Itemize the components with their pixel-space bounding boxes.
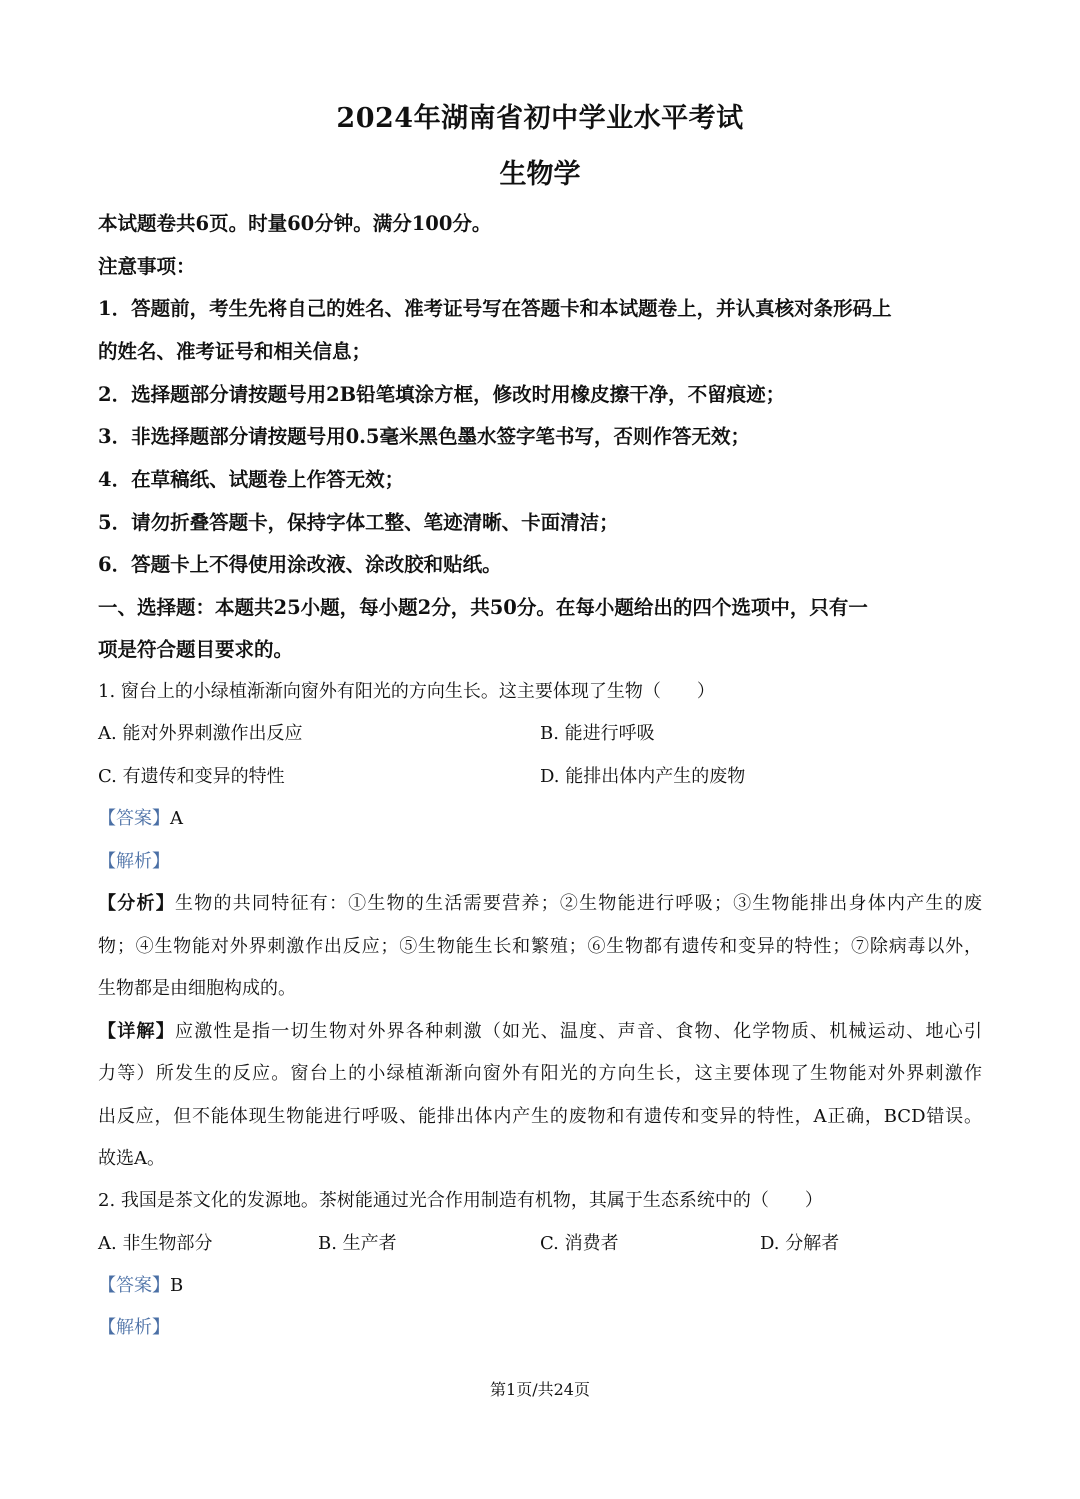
question-1-stem: 1. 窗台上的小绿植渐渐向窗外有阳光的方向生长。这主要体现了生物（ ） [98,681,715,702]
question-2-option-a: A. 非生物部分 [98,1233,213,1254]
notice-6: 6．答题卡上不得使用涂改液、涂改胶和贴纸。 [98,553,502,576]
xiangjie-tag: 【详解】 [98,1021,175,1042]
answer-tag: 【答案】 [98,1275,170,1296]
question-2-option-b: B. 生产者 [318,1233,397,1254]
question-2-answer [98,1271,183,1297]
question-1-xiangjie-line-1 [98,1017,982,1043]
page-number: 第1页/共24页 [490,1380,590,1399]
question-2-option-c: C. 消费者 [540,1233,619,1254]
answer-value: A [170,808,183,829]
question-1-xiangjie-line-2: 力等）所发生的反应。窗台上的小绿植渐渐向窗外有阳光的方向生长，这主要体现了生物能对外界刺激作 [98,1063,982,1084]
section-heading: 一、选择题：本题共25小题，每小题2分，共50分。在每小题给出的四个选项中，只有一 [98,596,868,619]
question-1-fenxi-line-3: 生物都是由细胞构成的。 [98,978,296,999]
exam-info: 本试题卷共6页。时量60分钟。满分100分。 [98,212,492,235]
fenxi-tag: 【分析】 [98,893,175,914]
notice-heading: 注意事项： [98,255,196,278]
question-1-option-a: A. 能对外界刺激作出反应 [98,723,303,744]
question-1-option-b: B. 能进行呼吸 [540,723,655,744]
notice-3: 3．非选择题部分请按题号用0.5毫米黑色墨水签字笔书写，否则作答无效； [98,425,750,448]
question-1-fenxi-line-2: 物；④生物能对外界刺激作出反应；⑤生物能生长和繁殖；⑥生物都有遗传和变异的特性；⑦除病毒以外， [98,936,982,957]
question-2-stem: 2. 我国是茶文化的发源地。茶树能通过光合作用制造有机物，其属于生态系统中的（ ） [98,1190,823,1211]
question-1-xiangjie-line-4: 故选A。 [98,1148,165,1169]
notice-5: 5．请勿折叠答题卡，保持字体工整、笔迹清晰、卡面清洁； [98,511,619,534]
question-1-answer [98,804,183,830]
question-2-analysis-tag [98,1313,170,1339]
analysis-tag: 【解析】 [98,1317,170,1338]
question-1-analysis-tag [98,847,170,873]
question-1-xiangjie-line-3: 出反应，但不能体现生物能进行呼吸、能排出体内产生的废物和有遗传和变异的特性，A正确，BCD错误。 [98,1106,982,1127]
fenxi-text-1: 生物的共同特征有：①生物的生活需要营养；②生物能进行呼吸；③生物能排出身体内产生的废 [174,893,983,914]
answer-tag: 【答案】 [98,808,170,829]
subject-title: 生物学 [499,159,581,190]
question-1-option-d: D. 能排出体内产生的废物 [540,766,746,787]
question-1-option-c: C. 有遗传和变异的特性 [98,766,285,787]
section-heading-cont: 项是符合题目要求的。 [98,638,294,661]
answer-value: B [170,1275,184,1296]
notice-1-cont: 的姓名、准考证号和相关信息； [98,340,372,363]
question-2-option-d: D. 分解者 [760,1233,840,1254]
xiangjie-text-1: 应激性是指一切生物对外界各种刺激（如光、温度、声音、食物、化学物质、机械运动、地心引 [174,1021,983,1042]
notice-1: 1．答题前，考生先将自己的姓名、准考证号写在答题卡和本试题卷上，并认真核对条形码上 [98,297,892,320]
question-1-fenxi-line-1 [98,889,982,915]
notice-2: 2．选择题部分请按题号用2B铅笔填涂方框，修改时用橡皮擦干净，不留痕迹； [98,383,786,406]
notice-4: 4．在草稿纸、试题卷上作答无效； [98,468,405,491]
exam-title: 2024年湖南省初中学业水平考试 [336,103,744,134]
analysis-tag: 【解析】 [98,851,170,872]
